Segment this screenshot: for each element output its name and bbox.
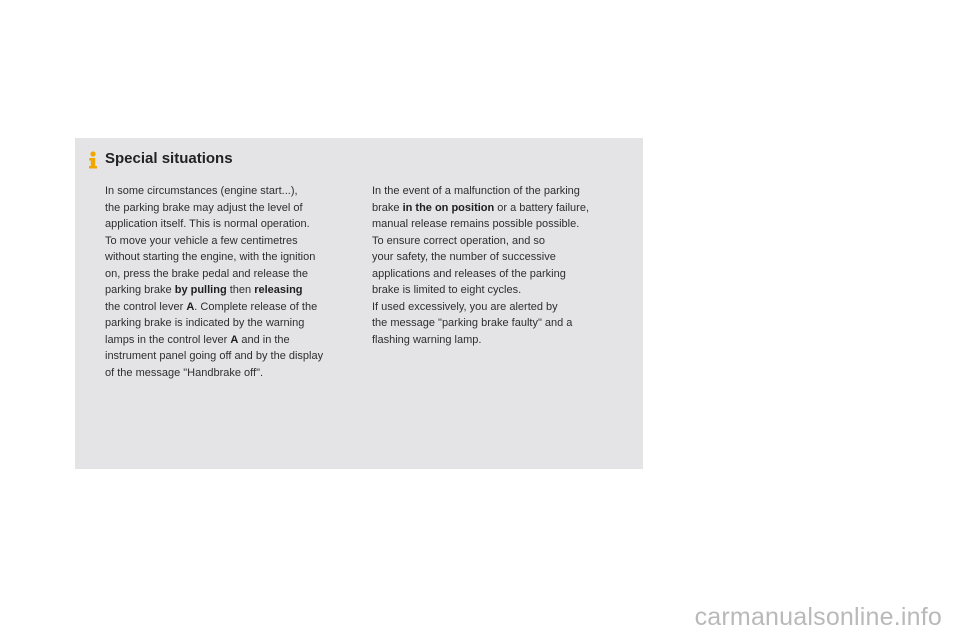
text-line: If used excessively, you are alerted by (372, 300, 558, 313)
bold-text: in the on position (402, 201, 495, 214)
text-fragment: brake (372, 201, 403, 214)
text-line: applications and releases of the parking (372, 267, 566, 280)
text-line (105, 299, 355, 316)
text-fragment: the control lever (105, 300, 187, 313)
text-fragment: and in the (238, 333, 290, 346)
text-line: flashing warning lamp. (372, 333, 482, 346)
text-line (105, 282, 355, 299)
bold-text: A (230, 333, 239, 346)
text-line (372, 200, 632, 217)
text-fragment: or a battery failure, (494, 201, 590, 214)
info-icon (86, 151, 100, 169)
bold-text: A (186, 300, 195, 313)
right-column (372, 183, 632, 348)
text-line: on, press the brake pedal and release the (105, 267, 309, 280)
text-fragment: . Complete release of the (194, 300, 318, 313)
bold-text: releasing (254, 284, 303, 296)
text-fragment: lamps in the control lever (105, 333, 231, 346)
text-fragment: then (226, 284, 255, 296)
text-line: manual release remains possible possible. (372, 218, 580, 230)
text-line: In the event of a malfunction of the parking (372, 185, 580, 197)
text-line: In some circumstances (engine start...), (105, 185, 298, 197)
text-line: instrument panel going off and by the display (105, 350, 324, 362)
text-line: brake is limited to eight cycles. (372, 284, 522, 296)
text-line: parking brake is indicated by the warning (105, 317, 305, 329)
watermark: carmanualsonline.info (694, 603, 942, 631)
text-fragment: parking brake (105, 284, 175, 296)
text-line: the message "parking brake faulty" and a (372, 317, 573, 329)
bold-text: by pulling (174, 284, 227, 296)
text-line (105, 332, 355, 349)
section-heading: Special situations (105, 150, 233, 167)
text-line: To ensure correct operation, and so (372, 234, 546, 247)
left-column (105, 183, 355, 381)
text-line: without starting the engine, with the ignition (105, 251, 316, 263)
text-line: the parking brake may adjust the level of (105, 201, 303, 214)
text-line: of the message "Handbrake off". (105, 366, 264, 379)
text-line: your safety, the number of successive (372, 251, 556, 263)
text-line: application itself. This is normal operation. (105, 218, 310, 230)
text-line: To move your vehicle a few centimetres (105, 234, 298, 247)
